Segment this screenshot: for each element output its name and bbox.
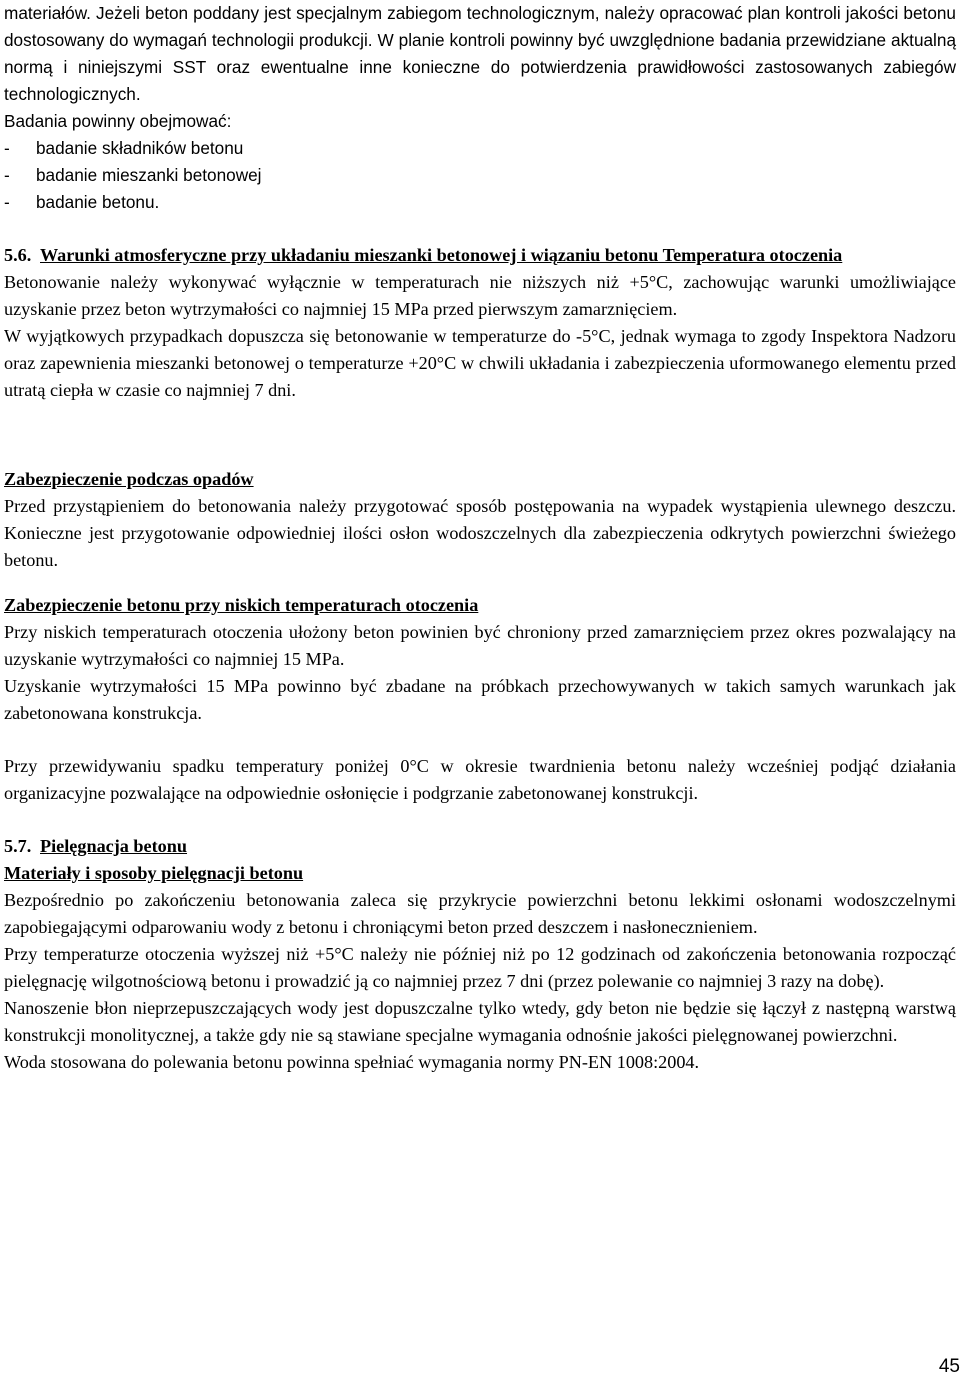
list-item-text: badanie mieszanki betonowej	[36, 165, 262, 185]
page-number: 45	[938, 1356, 960, 1377]
section-number: 5.7.	[4, 836, 32, 856]
spacer	[4, 574, 956, 592]
paragraph: Przed przystąpieniem do betonowania należy przygotować sposób postępowania na wypadek wystąpienia ulewnego deszczu. Konieczne jest przygotowanie odpowiedniej ilości osłon wodoszczelnych dla zabezpieczenia odkrytych powierzchni świeżego betonu.	[4, 496, 956, 570]
paragraph: Uzyskanie wytrzymałości 15 MPa powinno być zbadane na próbkach przechowywanych w takich samych warunkach jak zabetonowana konstrukcja.	[4, 676, 956, 723]
section-title: Warunki atmosferyczne przy układaniu mieszanki betonowej i wiązaniu betonu Temperatura otoczenia	[40, 245, 843, 265]
paragraph: Betonowanie należy wykonywać wyłącznie w temperaturach nie niższych niż +5°C, zachowując warunki umożliwiające uzyskanie przez beton wytrzymałości co najmniej 15 MPa przed pierwszym zamarznięciem.	[4, 272, 956, 319]
list-item-text: badanie składników betonu	[36, 138, 244, 158]
paragraph: Przy temperaturze otoczenia wyższej niż +5°C należy nie później niż po 12 godzinach od zakończenia betonowania rozpocząć pielęgnację wilgotnościową betonu i prowadzić ją co najmniej przez 7 dni (przez polewanie co najmniej 3 razy na dobę).	[4, 944, 956, 991]
section-title: Pielęgnacja betonu	[40, 836, 188, 856]
paragraph: Woda stosowana do polewania betonu powinna spełniać wymagania normy PN-EN 1008:2004.	[4, 1052, 700, 1072]
spacer	[4, 807, 956, 833]
paragraph: W wyjątkowych przypadkach dopuszcza się betonowanie w temperaturze do -5°C, jednak wymaga to zgody Inspektora Nadzoru oraz zapewnienia mieszanki betonowej o temperaturze +20°C w chwili układania i zabezpieczenia uformowanego elementu przed utratą ciepła w czasie co najmniej 7 dni.	[4, 326, 956, 400]
list-item	[4, 135, 956, 162]
subsection-heading-curing: Materiały i sposoby pielęgnacji betonu	[4, 863, 304, 883]
spacer	[4, 404, 956, 466]
list-dash: -	[4, 165, 10, 185]
intro-paragraph: materiałów. Jeżeli beton poddany jest specjalnym zabiegom technologicznym, należy opracować plan kontroli jakości betonu dostosowany do wymagań technologii produkcji. W planie kontroli powinny być uwzględnione badania przewidziane aktualną normą i niniejszymi SST oraz ewentualne inne konieczne do potwierdzenia prawidłowości zastosowanych zabiegów technologicznych.	[4, 3, 956, 104]
spacer	[4, 216, 956, 242]
section-number: 5.6.	[4, 245, 32, 265]
section-heading-5-6	[4, 242, 956, 269]
list-item-text: badanie betonu.	[36, 192, 160, 212]
list-item	[4, 189, 956, 216]
subsection-heading-rain: Zabezpieczenie podczas opadów	[4, 469, 254, 489]
paragraph: Bezpośrednio po zakończeniu betonowania zaleca się przykrycie powierzchni betonu lekkimi osłonami wodoszczelnymi zapobiegającymi odparowaniu wody z betonu i chroniącymi beton przed deszczem i nasłonecznieniem.	[4, 890, 956, 937]
list-dash: -	[4, 138, 10, 158]
tests-list	[4, 135, 956, 216]
paragraph: Nanoszenie błon nieprzepuszczających wody jest dopuszczalne tylko wtedy, gdy beton nie będzie się łączył z następną warstwą konstrukcji monolitycznej, a także gdy nie są stawiane specjalne wymagania odnośnie jakości pielęgnowanej powierzchni.	[4, 998, 956, 1045]
section-heading-5-7	[4, 833, 956, 860]
tests-list-intro: Badania powinny obejmować:	[4, 111, 232, 131]
subsection-heading-low-temperature: Zabezpieczenie betonu przy niskich temperaturach otoczenia	[4, 595, 479, 615]
spacer	[4, 727, 956, 753]
list-item	[4, 162, 956, 189]
paragraph: Przy przewidywaniu spadku temperatury poniżej 0°C w okresie twardnienia betonu należy wcześniej podjąć działania organizacyjne pozwalające na odpowiednie osłonięcie i podgrzanie zabetonowanej konstrukcji.	[4, 756, 956, 803]
paragraph: Przy niskich temperaturach otoczenia ułożony beton powinien być chroniony przed zamarznięciem przez okres pozwalający na uzyskanie wytrzymałości co najmniej 15 MPa.	[4, 622, 956, 669]
document-page	[4, 0, 956, 1076]
list-dash: -	[4, 192, 10, 212]
